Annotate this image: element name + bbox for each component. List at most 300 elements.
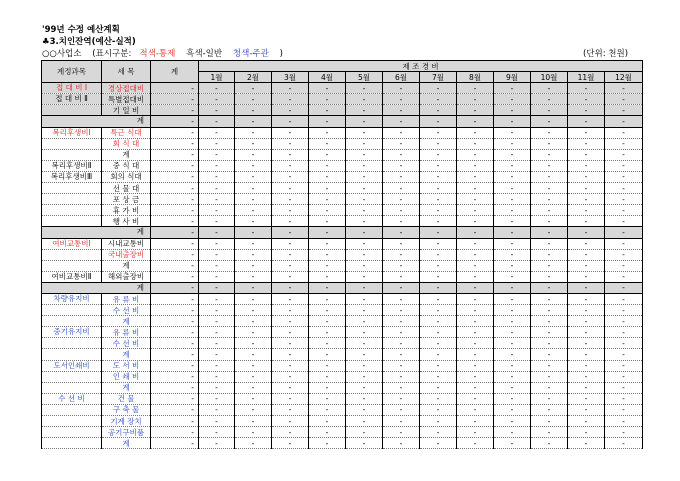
month-value-cell: - — [272, 127, 309, 138]
month-value-cell: - — [494, 382, 531, 393]
month-value-cell: - — [272, 327, 309, 338]
month-value-cell: - — [383, 116, 420, 127]
month-value-cell: - — [420, 404, 457, 415]
month-value-cell: - — [346, 227, 383, 238]
month-value-cell: - — [309, 404, 346, 415]
month-value-cell: - — [199, 282, 235, 293]
legend-close: ) — [279, 49, 283, 59]
month-value-cell: - — [346, 183, 383, 194]
month-header: 10월 — [531, 72, 568, 83]
item-cell: 경상접대비 — [102, 83, 151, 94]
month-value-cell: - — [531, 183, 568, 194]
month-value-cell: - — [346, 116, 383, 127]
month-value-cell: - — [346, 127, 383, 138]
month-value-cell: - — [531, 83, 568, 94]
month-value-cell: - — [235, 427, 272, 438]
month-value-cell: - — [272, 438, 309, 449]
month-value-cell: - — [457, 393, 494, 404]
month-value-cell: - — [568, 427, 605, 438]
month-value-cell: - — [568, 327, 605, 338]
total-cell: - — [151, 393, 199, 404]
month-header: 7월 — [420, 72, 457, 83]
month-value-cell: - — [494, 282, 531, 293]
month-value-cell: - — [346, 260, 383, 271]
table-row — [42, 382, 643, 393]
month-value-cell: - — [346, 249, 383, 260]
month-value-cell: - — [309, 371, 346, 382]
month-value-cell: - — [531, 427, 568, 438]
month-value-cell: - — [494, 305, 531, 316]
month-value-cell: - — [383, 238, 420, 249]
total-cell: - — [151, 216, 199, 227]
total-cell: - — [151, 260, 199, 271]
month-value-cell: - — [568, 183, 605, 194]
total-cell: - — [151, 83, 199, 94]
table-row — [42, 427, 643, 438]
month-value-cell: - — [235, 94, 272, 105]
month-value-cell: - — [457, 271, 494, 282]
month-value-cell: - — [494, 138, 531, 149]
month-value-cell: - — [531, 327, 568, 338]
month-value-cell: - — [383, 316, 420, 327]
month-value-cell: - — [346, 83, 383, 94]
month-value-cell: - — [605, 427, 643, 438]
month-value-cell: - — [199, 205, 235, 216]
category-cell — [42, 138, 102, 149]
month-value-cell: - — [199, 260, 235, 271]
month-value-cell: - — [235, 171, 272, 182]
header-group: 제 조 경 비 — [199, 61, 643, 72]
month-value-cell: - — [605, 316, 643, 327]
table-row — [42, 138, 643, 149]
month-value-cell: - — [346, 382, 383, 393]
month-value-cell: - — [457, 327, 494, 338]
month-value-cell: - — [199, 371, 235, 382]
month-value-cell: - — [531, 171, 568, 182]
month-header: 12월 — [605, 72, 643, 83]
month-value-cell: - — [605, 349, 643, 360]
month-value-cell: - — [420, 416, 457, 427]
month-value-cell: - — [346, 316, 383, 327]
month-value-cell: - — [235, 360, 272, 371]
month-value-cell: - — [605, 382, 643, 393]
section-title: ♣3.치인잔역(예산-실적) — [42, 37, 136, 47]
month-value-cell: - — [383, 260, 420, 271]
month-value-cell: - — [568, 227, 605, 238]
table-body — [42, 83, 643, 449]
month-value-cell: - — [383, 293, 420, 304]
office-name: ○○사업소 — [42, 49, 82, 59]
category-cell — [42, 249, 102, 260]
month-value-cell: - — [420, 327, 457, 338]
table-row — [42, 327, 643, 338]
month-value-cell: - — [494, 293, 531, 304]
month-value-cell: - — [531, 316, 568, 327]
table-row — [42, 216, 643, 227]
month-value-cell: - — [420, 105, 457, 116]
item-cell: 공기구비품 — [102, 427, 151, 438]
total-cell: - — [151, 127, 199, 138]
month-value-cell: - — [272, 205, 309, 216]
month-value-cell: - — [272, 271, 309, 282]
table-row — [42, 227, 643, 238]
category-cell: 여비교통비Ⅱ — [42, 271, 102, 282]
table-row — [42, 360, 643, 371]
month-value-cell: - — [199, 349, 235, 360]
table-row — [42, 205, 643, 216]
month-value-cell: - — [199, 316, 235, 327]
month-value-cell: - — [272, 216, 309, 227]
month-value-cell: - — [346, 216, 383, 227]
month-value-cell: - — [199, 127, 235, 138]
month-value-cell: - — [346, 438, 383, 449]
month-value-cell: - — [346, 305, 383, 316]
month-value-cell: - — [420, 316, 457, 327]
month-value-cell: - — [346, 338, 383, 349]
month-value-cell: - — [199, 183, 235, 194]
total-cell: - — [151, 94, 199, 105]
category-cell: 복리후생비Ⅲ — [42, 171, 102, 182]
item-cell: 해외출장비 — [102, 271, 151, 282]
month-value-cell: - — [494, 83, 531, 94]
month-value-cell: - — [605, 205, 643, 216]
month-value-cell: - — [420, 249, 457, 260]
month-value-cell: - — [494, 194, 531, 205]
legend-red: 적색-통제 — [139, 49, 176, 59]
month-value-cell: - — [272, 416, 309, 427]
month-value-cell: - — [420, 227, 457, 238]
month-value-cell: - — [605, 305, 643, 316]
month-value-cell: - — [568, 83, 605, 94]
category-cell — [42, 438, 102, 449]
month-value-cell: - — [605, 227, 643, 238]
month-value-cell: - — [235, 83, 272, 94]
month-value-cell: - — [605, 194, 643, 205]
month-value-cell: - — [531, 438, 568, 449]
month-value-cell: - — [531, 149, 568, 160]
month-value-cell: - — [494, 360, 531, 371]
month-value-cell: - — [605, 183, 643, 194]
month-value-cell: - — [272, 160, 309, 171]
month-value-cell: - — [568, 116, 605, 127]
month-value-cell: - — [272, 227, 309, 238]
month-value-cell: - — [605, 282, 643, 293]
month-value-cell: - — [494, 116, 531, 127]
category-cell — [42, 316, 102, 327]
total-cell: - — [151, 293, 199, 304]
month-value-cell: - — [199, 305, 235, 316]
category-cell — [42, 382, 102, 393]
category-cell: 접 대 비 Ⅰ — [42, 83, 102, 94]
month-value-cell: - — [272, 194, 309, 205]
month-value-cell: - — [420, 360, 457, 371]
item-cell: 국내출장비 — [102, 249, 151, 260]
month-value-cell: - — [420, 260, 457, 271]
month-value-cell: - — [383, 149, 420, 160]
month-value-cell: - — [199, 382, 235, 393]
total-cell: - — [151, 427, 199, 438]
month-value-cell: - — [383, 349, 420, 360]
month-value-cell: - — [199, 138, 235, 149]
category-cell — [42, 183, 102, 194]
table-row — [42, 316, 643, 327]
month-value-cell: - — [309, 94, 346, 105]
month-value-cell: - — [346, 271, 383, 282]
month-value-cell: - — [494, 160, 531, 171]
month-value-cell: - — [420, 438, 457, 449]
month-value-cell: - — [309, 160, 346, 171]
month-value-cell: - — [309, 293, 346, 304]
month-value-cell: - — [199, 116, 235, 127]
month-value-cell: - — [531, 271, 568, 282]
month-value-cell: - — [272, 316, 309, 327]
month-value-cell: - — [235, 438, 272, 449]
month-value-cell: - — [420, 282, 457, 293]
month-value-cell: - — [272, 371, 309, 382]
month-value-cell: - — [420, 427, 457, 438]
category-cell — [42, 105, 102, 116]
month-value-cell: - — [309, 393, 346, 404]
month-value-cell: - — [420, 138, 457, 149]
month-value-cell: - — [568, 316, 605, 327]
total-cell: - — [151, 438, 199, 449]
month-value-cell: - — [383, 138, 420, 149]
month-value-cell: - — [272, 338, 309, 349]
month-value-cell: - — [272, 382, 309, 393]
month-value-cell: - — [346, 160, 383, 171]
month-value-cell: - — [494, 171, 531, 182]
month-header: 3월 — [272, 72, 309, 83]
month-value-cell: - — [199, 427, 235, 438]
month-value-cell: - — [531, 360, 568, 371]
legend-black: 흑색-일반 — [186, 49, 223, 59]
month-value-cell: - — [346, 94, 383, 105]
total-cell: - — [151, 316, 199, 327]
total-cell: - — [151, 105, 199, 116]
table-row — [42, 127, 643, 138]
category-cell — [42, 416, 102, 427]
month-value-cell: - — [568, 149, 605, 160]
item-cell: 구 축 물 — [102, 404, 151, 415]
total-cell: - — [151, 160, 199, 171]
month-value-cell: - — [420, 271, 457, 282]
month-value-cell: - — [309, 83, 346, 94]
month-value-cell: - — [309, 127, 346, 138]
month-value-cell: - — [346, 105, 383, 116]
month-value-cell: - — [605, 149, 643, 160]
month-value-cell: - — [309, 282, 346, 293]
item-cell: 도 서 비 — [102, 360, 151, 371]
category-cell: 수 선 비 — [42, 393, 102, 404]
month-value-cell: - — [457, 293, 494, 304]
legend-line — [42, 49, 283, 60]
month-value-cell: - — [457, 105, 494, 116]
month-value-cell: - — [235, 149, 272, 160]
month-value-cell: - — [494, 238, 531, 249]
month-value-cell: - — [272, 260, 309, 271]
month-value-cell: - — [383, 205, 420, 216]
month-value-cell: - — [420, 382, 457, 393]
month-value-cell: - — [457, 227, 494, 238]
table-row — [42, 404, 643, 415]
month-value-cell: - — [199, 338, 235, 349]
total-cell: - — [151, 282, 199, 293]
total-cell: - — [151, 382, 199, 393]
month-value-cell: - — [457, 438, 494, 449]
month-value-cell: - — [568, 305, 605, 316]
category-cell — [42, 205, 102, 216]
item-cell: 행 사 비 — [102, 216, 151, 227]
month-value-cell: - — [272, 171, 309, 182]
category-cell — [42, 371, 102, 382]
total-cell: - — [151, 194, 199, 205]
month-value-cell: - — [346, 171, 383, 182]
category-cell: 차량유지비 — [42, 293, 102, 304]
month-value-cell: - — [420, 371, 457, 382]
month-value-cell: - — [420, 349, 457, 360]
header-category: 계정과목 — [42, 61, 102, 83]
item-cell: 회 식 대 — [102, 138, 151, 149]
month-value-cell: - — [346, 293, 383, 304]
legend-blue: 청색-주관 — [232, 49, 269, 59]
month-header: 9월 — [494, 72, 531, 83]
month-value-cell: - — [199, 238, 235, 249]
month-value-cell: - — [420, 171, 457, 182]
month-value-cell: - — [494, 438, 531, 449]
month-value-cell: - — [199, 171, 235, 182]
month-value-cell: - — [568, 249, 605, 260]
month-value-cell: - — [272, 427, 309, 438]
month-value-cell: - — [309, 105, 346, 116]
table-row — [42, 249, 643, 260]
month-value-cell: - — [605, 271, 643, 282]
month-value-cell: - — [605, 127, 643, 138]
month-value-cell: - — [531, 416, 568, 427]
month-value-cell: - — [309, 205, 346, 216]
month-value-cell: - — [605, 249, 643, 260]
month-value-cell: - — [235, 238, 272, 249]
item-cell: 계 — [102, 316, 151, 327]
month-value-cell: - — [309, 305, 346, 316]
month-value-cell: - — [457, 183, 494, 194]
month-value-cell: - — [531, 260, 568, 271]
month-value-cell: - — [235, 293, 272, 304]
month-value-cell: - — [531, 205, 568, 216]
month-value-cell: - — [383, 438, 420, 449]
month-value-cell: - — [605, 160, 643, 171]
month-value-cell: - — [568, 194, 605, 205]
month-value-cell: - — [568, 404, 605, 415]
month-value-cell: - — [309, 249, 346, 260]
month-value-cell: - — [568, 293, 605, 304]
total-cell: - — [151, 227, 199, 238]
category-cell: 계 — [42, 227, 151, 238]
month-value-cell: - — [383, 282, 420, 293]
total-cell: - — [151, 183, 199, 194]
document-title: '99년 수정 예산계획 — [42, 25, 120, 35]
month-value-cell: - — [457, 194, 494, 205]
budget-table — [41, 60, 643, 449]
month-value-cell: - — [605, 416, 643, 427]
item-cell: 특근 식대 — [102, 127, 151, 138]
category-cell: 접 대 비 Ⅱ — [42, 94, 102, 105]
month-value-cell: - — [420, 293, 457, 304]
month-value-cell: - — [199, 149, 235, 160]
month-value-cell: - — [199, 360, 235, 371]
table-row — [42, 271, 643, 282]
month-value-cell: - — [531, 382, 568, 393]
month-value-cell: - — [531, 404, 568, 415]
month-value-cell: - — [272, 94, 309, 105]
month-value-cell: - — [457, 382, 494, 393]
month-value-cell: - — [420, 393, 457, 404]
table-row — [42, 371, 643, 382]
month-header: 8월 — [457, 72, 494, 83]
total-cell: - — [151, 349, 199, 360]
month-value-cell: - — [235, 216, 272, 227]
month-value-cell: - — [531, 249, 568, 260]
month-value-cell: - — [531, 105, 568, 116]
month-value-cell: - — [531, 371, 568, 382]
month-value-cell: - — [272, 360, 309, 371]
month-value-cell: - — [605, 327, 643, 338]
item-cell: 회의 식대 — [102, 171, 151, 182]
month-value-cell: - — [309, 338, 346, 349]
total-cell: - — [151, 249, 199, 260]
month-value-cell: - — [272, 393, 309, 404]
category-cell: 복리후생비Ⅱ — [42, 160, 102, 171]
item-cell: 기 일 비 — [102, 105, 151, 116]
item-cell: 인 쇄 비 — [102, 371, 151, 382]
month-value-cell: - — [199, 216, 235, 227]
month-value-cell: - — [420, 149, 457, 160]
month-value-cell: - — [346, 404, 383, 415]
item-cell: 특별접대비 — [102, 94, 151, 105]
month-value-cell: - — [309, 271, 346, 282]
month-value-cell: - — [457, 316, 494, 327]
table-row — [42, 160, 643, 171]
category-cell: 복리후생비Ⅰ — [42, 127, 102, 138]
month-value-cell: - — [272, 138, 309, 149]
month-value-cell: - — [199, 293, 235, 304]
month-value-cell: - — [531, 194, 568, 205]
month-value-cell: - — [235, 393, 272, 404]
total-cell: - — [151, 205, 199, 216]
month-value-cell: - — [531, 138, 568, 149]
table-row — [42, 94, 643, 105]
month-value-cell: - — [531, 94, 568, 105]
month-value-cell: - — [383, 249, 420, 260]
table-row — [42, 305, 643, 316]
month-value-cell: - — [346, 349, 383, 360]
month-value-cell: - — [346, 427, 383, 438]
month-value-cell: - — [199, 393, 235, 404]
month-value-cell: - — [272, 238, 309, 249]
month-value-cell: - — [457, 427, 494, 438]
month-value-cell: - — [346, 205, 383, 216]
month-value-cell: - — [457, 249, 494, 260]
month-value-cell: - — [568, 271, 605, 282]
month-value-cell: - — [346, 194, 383, 205]
month-value-cell: - — [605, 438, 643, 449]
month-value-cell: - — [531, 393, 568, 404]
month-value-cell: - — [568, 171, 605, 182]
category-cell — [42, 338, 102, 349]
month-value-cell: - — [568, 94, 605, 105]
month-value-cell: - — [235, 371, 272, 382]
total-cell: - — [151, 327, 199, 338]
category-cell — [42, 216, 102, 227]
